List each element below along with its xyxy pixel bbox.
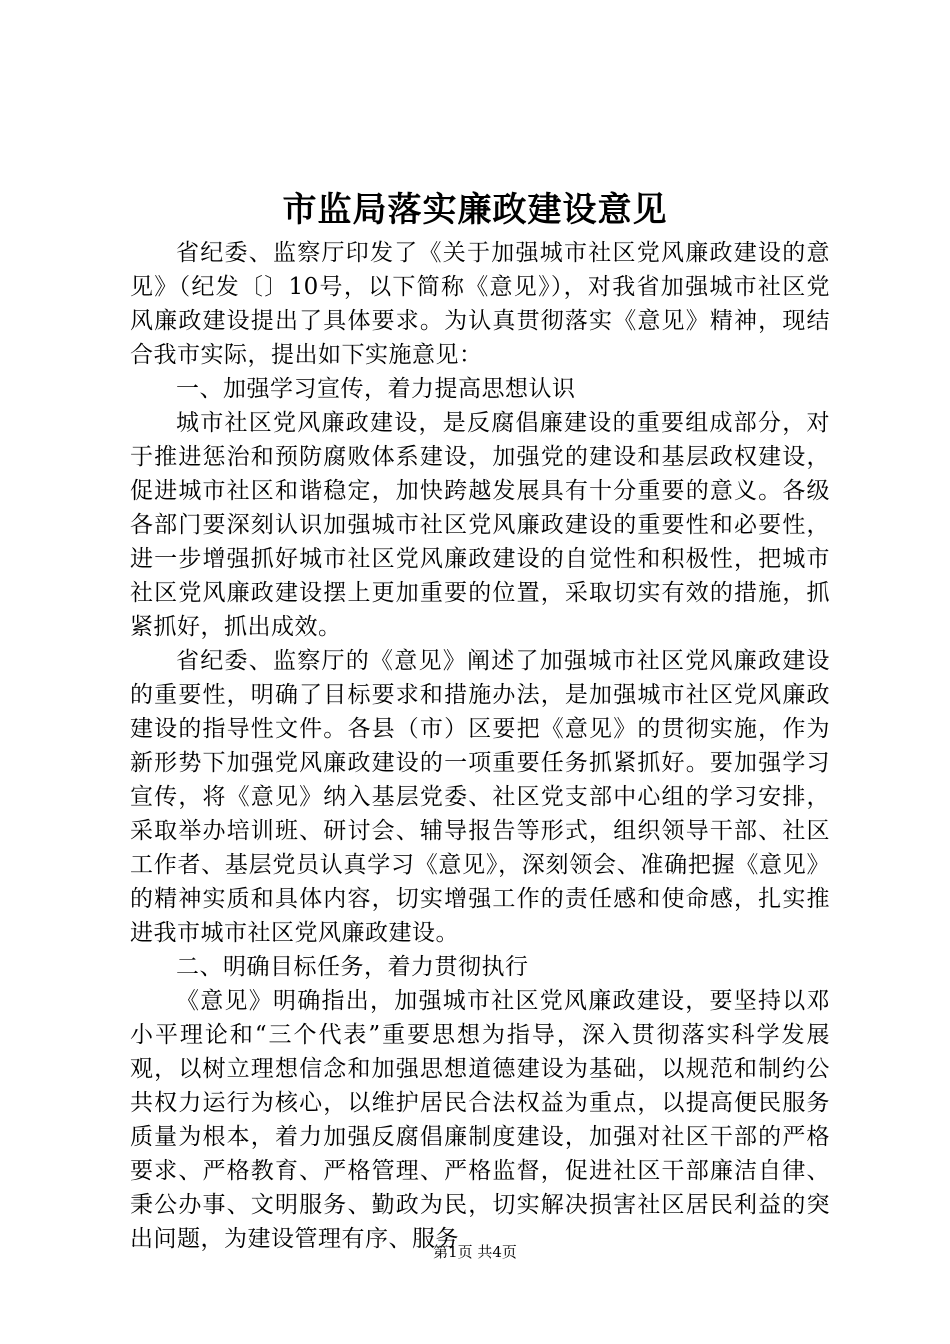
body-paragraph: 《意见》明确指出，加强城市社区党风廉政建设，要坚持以邓小平理论和“三个代表”重要思想为指导，深入贯彻落实科学发展观，以树立理想信念和加强思想道德建设为基础，以规范和制约公共权力运行为核心，以维护居民合法权益为重点，以提高便民服务质量为根本，着力加强反腐倡廉制度建设，加强对社区干部的严格要求、严格教育、严格管理、严格监督，促进社区干部廉洁自律、秉公办事、文明服务、勤政为民，切实解决损害社区居民利益的突出问题，为建设管理有序、服务 bbox=[130, 988, 830, 1252]
body-paragraph: 省纪委、监察厅的《意见》阐述了加强城市社区党风廉政建设的重要性，明确了目标要求和措施办法，是加强城市社区党风廉政建设的指导性文件。各县（市）区要把《意见》的贯彻实施，作为新形势下加强党风廉政建设的一项重要任务抓紧抓好。要加强学习宣传，将《意见》纳入基层党委、社区党支部中心组的学习安排，采取举办培训班、研讨会、辅导报告等形式，组织领导干部、社区工作者、基层党员认真学习《意见》，深刻领会、准确把握《意见》的精神实质和具体内容，切实增强工作的责任感和使命感，扎实推进我市城市社区党风廉政建设。 bbox=[130, 648, 830, 946]
section-heading-2: 二、明确目标任务，着力贯彻执行 bbox=[176, 954, 529, 980]
section-heading-1: 一、加强学习宣传，着力提高思想认识 bbox=[176, 376, 576, 402]
document-body bbox=[130, 236, 830, 1256]
intro-paragraph: 省纪委、监察厅印发了《关于加强城市社区党风廉政建设的意见》（纪发〔〕10号，以下简称《意见》），对我省加强城市社区党风廉政建设提出了具体要求。为认真贯彻落实《意见》精神，现结合我市实际，提出如下实施意见： bbox=[130, 240, 830, 368]
document-title: 市监局落实廉政建设意见 bbox=[282, 190, 668, 230]
page-footer: 第1页 共4页 bbox=[433, 1243, 517, 1261]
body-paragraph: 城市社区党风廉政建设，是反腐倡廉建设的重要组成部分，对于推进惩治和预防腐败体系建设，加强党的建设和基层政权建设，促进城市社区和谐稳定，加快跨越发展具有十分重要的意义。各级各部门要深刻认识加强城市社区党风廉政建设的重要性和必要性，进一步增强抓好城市社区党风廉政建设的自觉性和积极性，把城市社区党风廉政建设摆上更加重要的位置，采取切实有效的措施，抓紧抓好，抓出成效。 bbox=[130, 410, 830, 640]
